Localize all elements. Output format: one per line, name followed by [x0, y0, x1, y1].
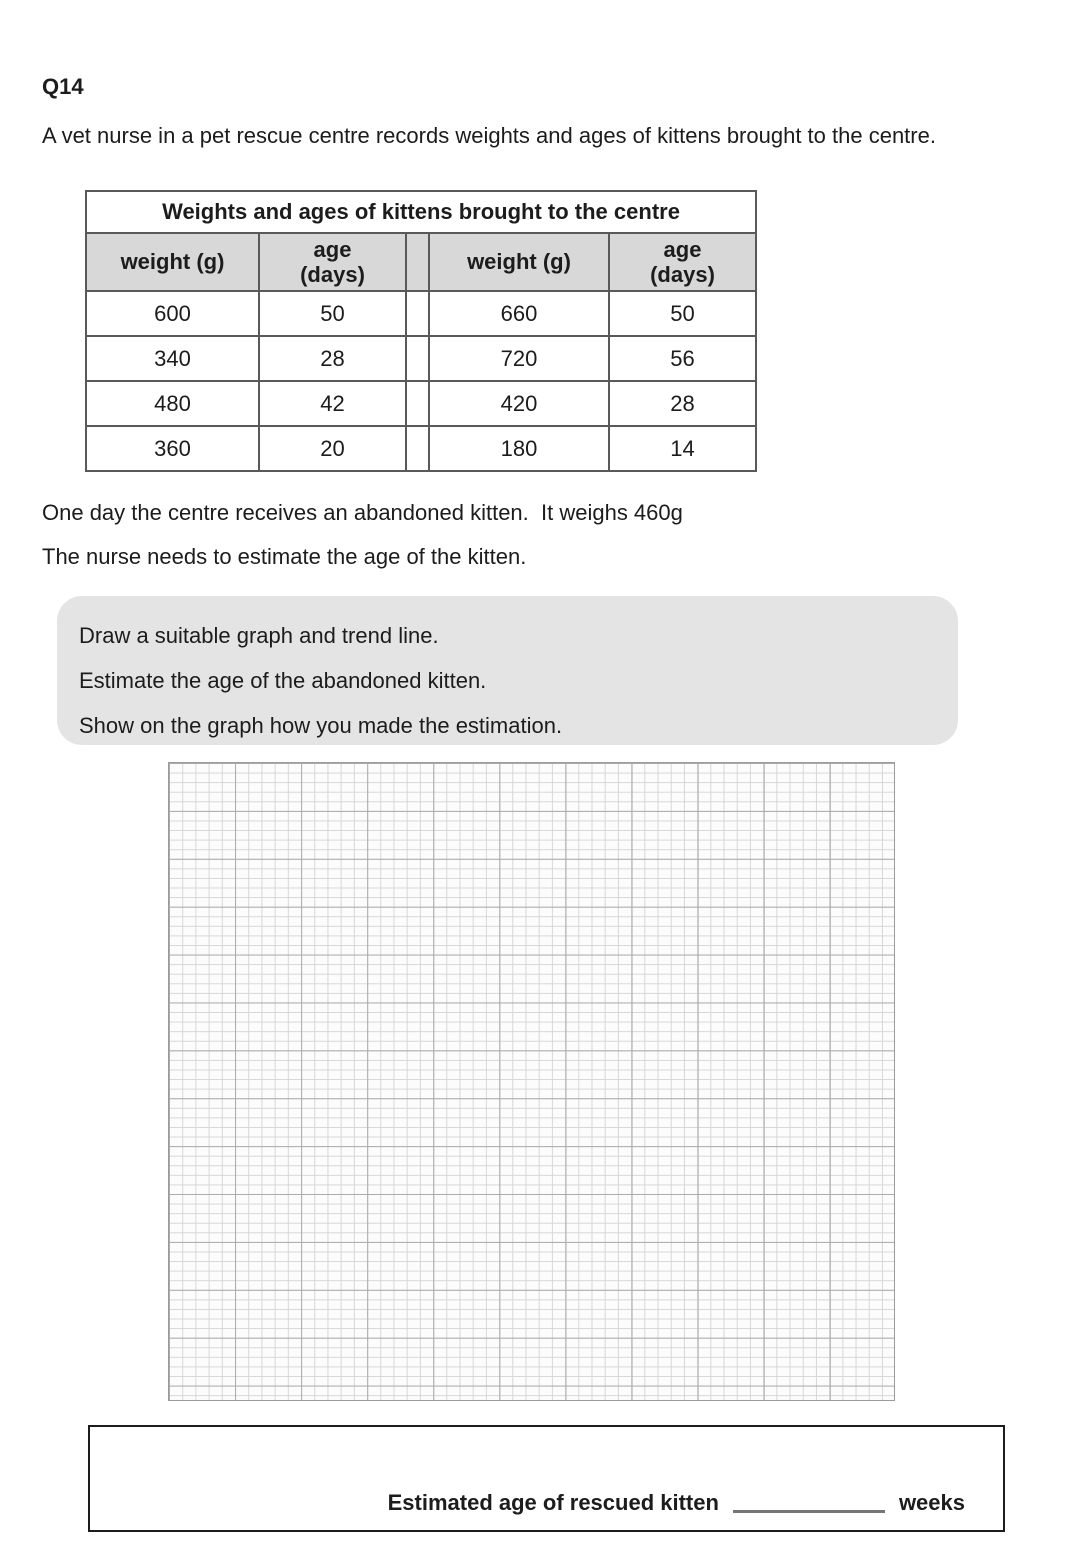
- col-header-weight-left: weight (g): [86, 233, 259, 291]
- cell-weight-left: 340: [86, 336, 259, 381]
- table-row: [86, 336, 756, 381]
- age-header-line1: age: [313, 236, 352, 262]
- cell-age-right: 56: [609, 336, 756, 381]
- table-divider-bar: [406, 381, 429, 426]
- question-number: Q14: [42, 74, 84, 99]
- cell-weight-left: 600: [86, 291, 259, 336]
- cell-weight-left: 360: [86, 426, 259, 471]
- instruction-line-draw-graph: Draw a suitable graph and trend line.: [79, 623, 439, 648]
- age-header-line1: age: [663, 236, 702, 262]
- instruction-line-estimate-age: Estimate the age of the abandoned kitten.: [79, 668, 487, 693]
- table-row: [86, 291, 756, 336]
- instructions-box: [57, 596, 958, 745]
- age-header-line2: (days): [650, 262, 715, 287]
- table-title-row: [86, 191, 756, 233]
- table-title: Weights and ages of kittens brought to the centre: [86, 191, 756, 233]
- cell-age-left: 28: [259, 336, 406, 381]
- graph-paper-grid: [168, 762, 895, 1401]
- cell-weight-right: 420: [429, 381, 609, 426]
- table-header-row: [86, 233, 756, 291]
- cell-age-left: 20: [259, 426, 406, 471]
- kitten-data-table: [85, 190, 757, 472]
- table-divider-bar: [406, 291, 429, 336]
- abandoned-kitten-text: One day the centre receives an abandoned kitten. It weighs 460g: [42, 500, 683, 525]
- cell-age-right: 50: [609, 291, 756, 336]
- table-row: [86, 426, 756, 471]
- answer-box: [88, 1425, 1005, 1532]
- table-divider-bar: [406, 336, 429, 381]
- col-header-age-left: [259, 233, 406, 291]
- table-row: [86, 381, 756, 426]
- cell-age-right: 28: [609, 381, 756, 426]
- instruction-line-show-estimation: Show on the graph how you made the estimation.: [79, 713, 563, 738]
- age-header-line2: (days): [300, 262, 365, 287]
- cell-weight-right: 180: [429, 426, 609, 471]
- cell-age-left: 50: [259, 291, 406, 336]
- col-header-weight-right: weight (g): [429, 233, 609, 291]
- table-divider-header-cell: [406, 233, 429, 291]
- cell-weight-left: 480: [86, 381, 259, 426]
- intro-text: A vet nurse in a pet rescue centre records weights and ages of kittens brought to the centre.: [42, 123, 936, 148]
- answer-label: Estimated age of rescued kitten: [387, 1490, 719, 1515]
- answer-blank-line: [733, 1510, 885, 1513]
- answer-unit: weeks: [898, 1490, 965, 1515]
- cell-age-right: 14: [609, 426, 756, 471]
- table-divider-bar: [406, 426, 429, 471]
- cell-weight-right: 660: [429, 291, 609, 336]
- cell-weight-right: 720: [429, 336, 609, 381]
- col-header-age-right: [609, 233, 756, 291]
- estimate-age-text: The nurse needs to estimate the age of the kitten.: [42, 544, 527, 569]
- cell-age-left: 42: [259, 381, 406, 426]
